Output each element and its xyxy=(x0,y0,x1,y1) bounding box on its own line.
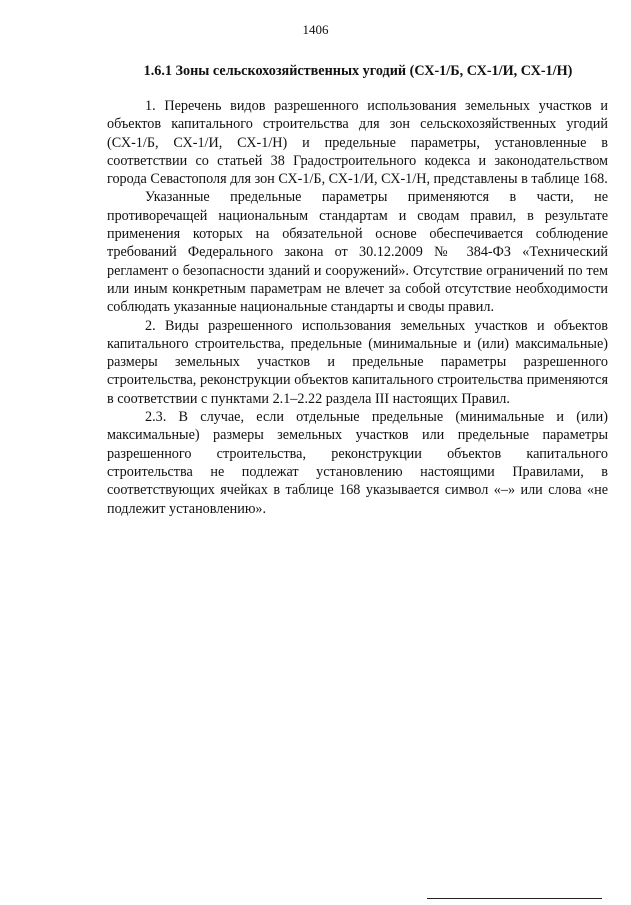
footer-divider xyxy=(427,898,602,899)
paragraph-3: 2. Виды разрешенного использования земельных участков и объектов капитального строительства, предельные (минимальные и (или) максимальные) размеры земельных участков и предельные параметры разрешенного строительства, реконструкции объектов капитального строительства применяются в соответствии с пунктами 2.1–2.22 раздела III настоящих Правил. xyxy=(107,317,608,407)
body-text xyxy=(107,97,608,518)
paragraph-4: 2.3. В случае, если отдельные предельные (минимальные и (или) максимальные) размеры земельных участков или предельные параметры разрешенного строительства, реконструкции объектов капитального строительства не подлежат установлению настоящими Правилами, в соответствующих ячейках в таблице 168 указывается символ «–» или слова «не подлежит установлению». xyxy=(107,409,608,517)
paragraph-1: 1. Перечень видов разрешенного использования земельных участков и объектов капитального строительства для зон сельскохозяйственных угодий (СХ-1/Б, СХ-1/И, СХ-1/Н) и предельные параметры, установленные в соответствии со статьей 38 Градостроительного кодекса и законодательством города Севастополя для зон СХ-1/Б, СХ-1/И, СХ-1/Н, представлены в таблице 168. xyxy=(107,98,608,188)
section-heading: 1.6.1 Зоны сельскохозяйственных угодий (СХ-1/Б, СХ-1/И, СХ-1/Н) xyxy=(143,63,573,79)
paragraph-2: Указанные предельные параметры применяются в части, не противоречащей национальным стандартам и сводам правил, в результате применения которых на обязательной основе обеспечивается соблюдение требований Федерального закона от 30.12.2009 № 384-ФЗ «Технический регламент о безопасности зданий и сооружений». Отсутствие ограничений по тем или иным конкретным параметрам не влечет за собой отсутствие необходимости соблюдать указанные национальные стандарты и своды правил. xyxy=(107,189,608,316)
page-number: 1406 xyxy=(302,22,329,37)
